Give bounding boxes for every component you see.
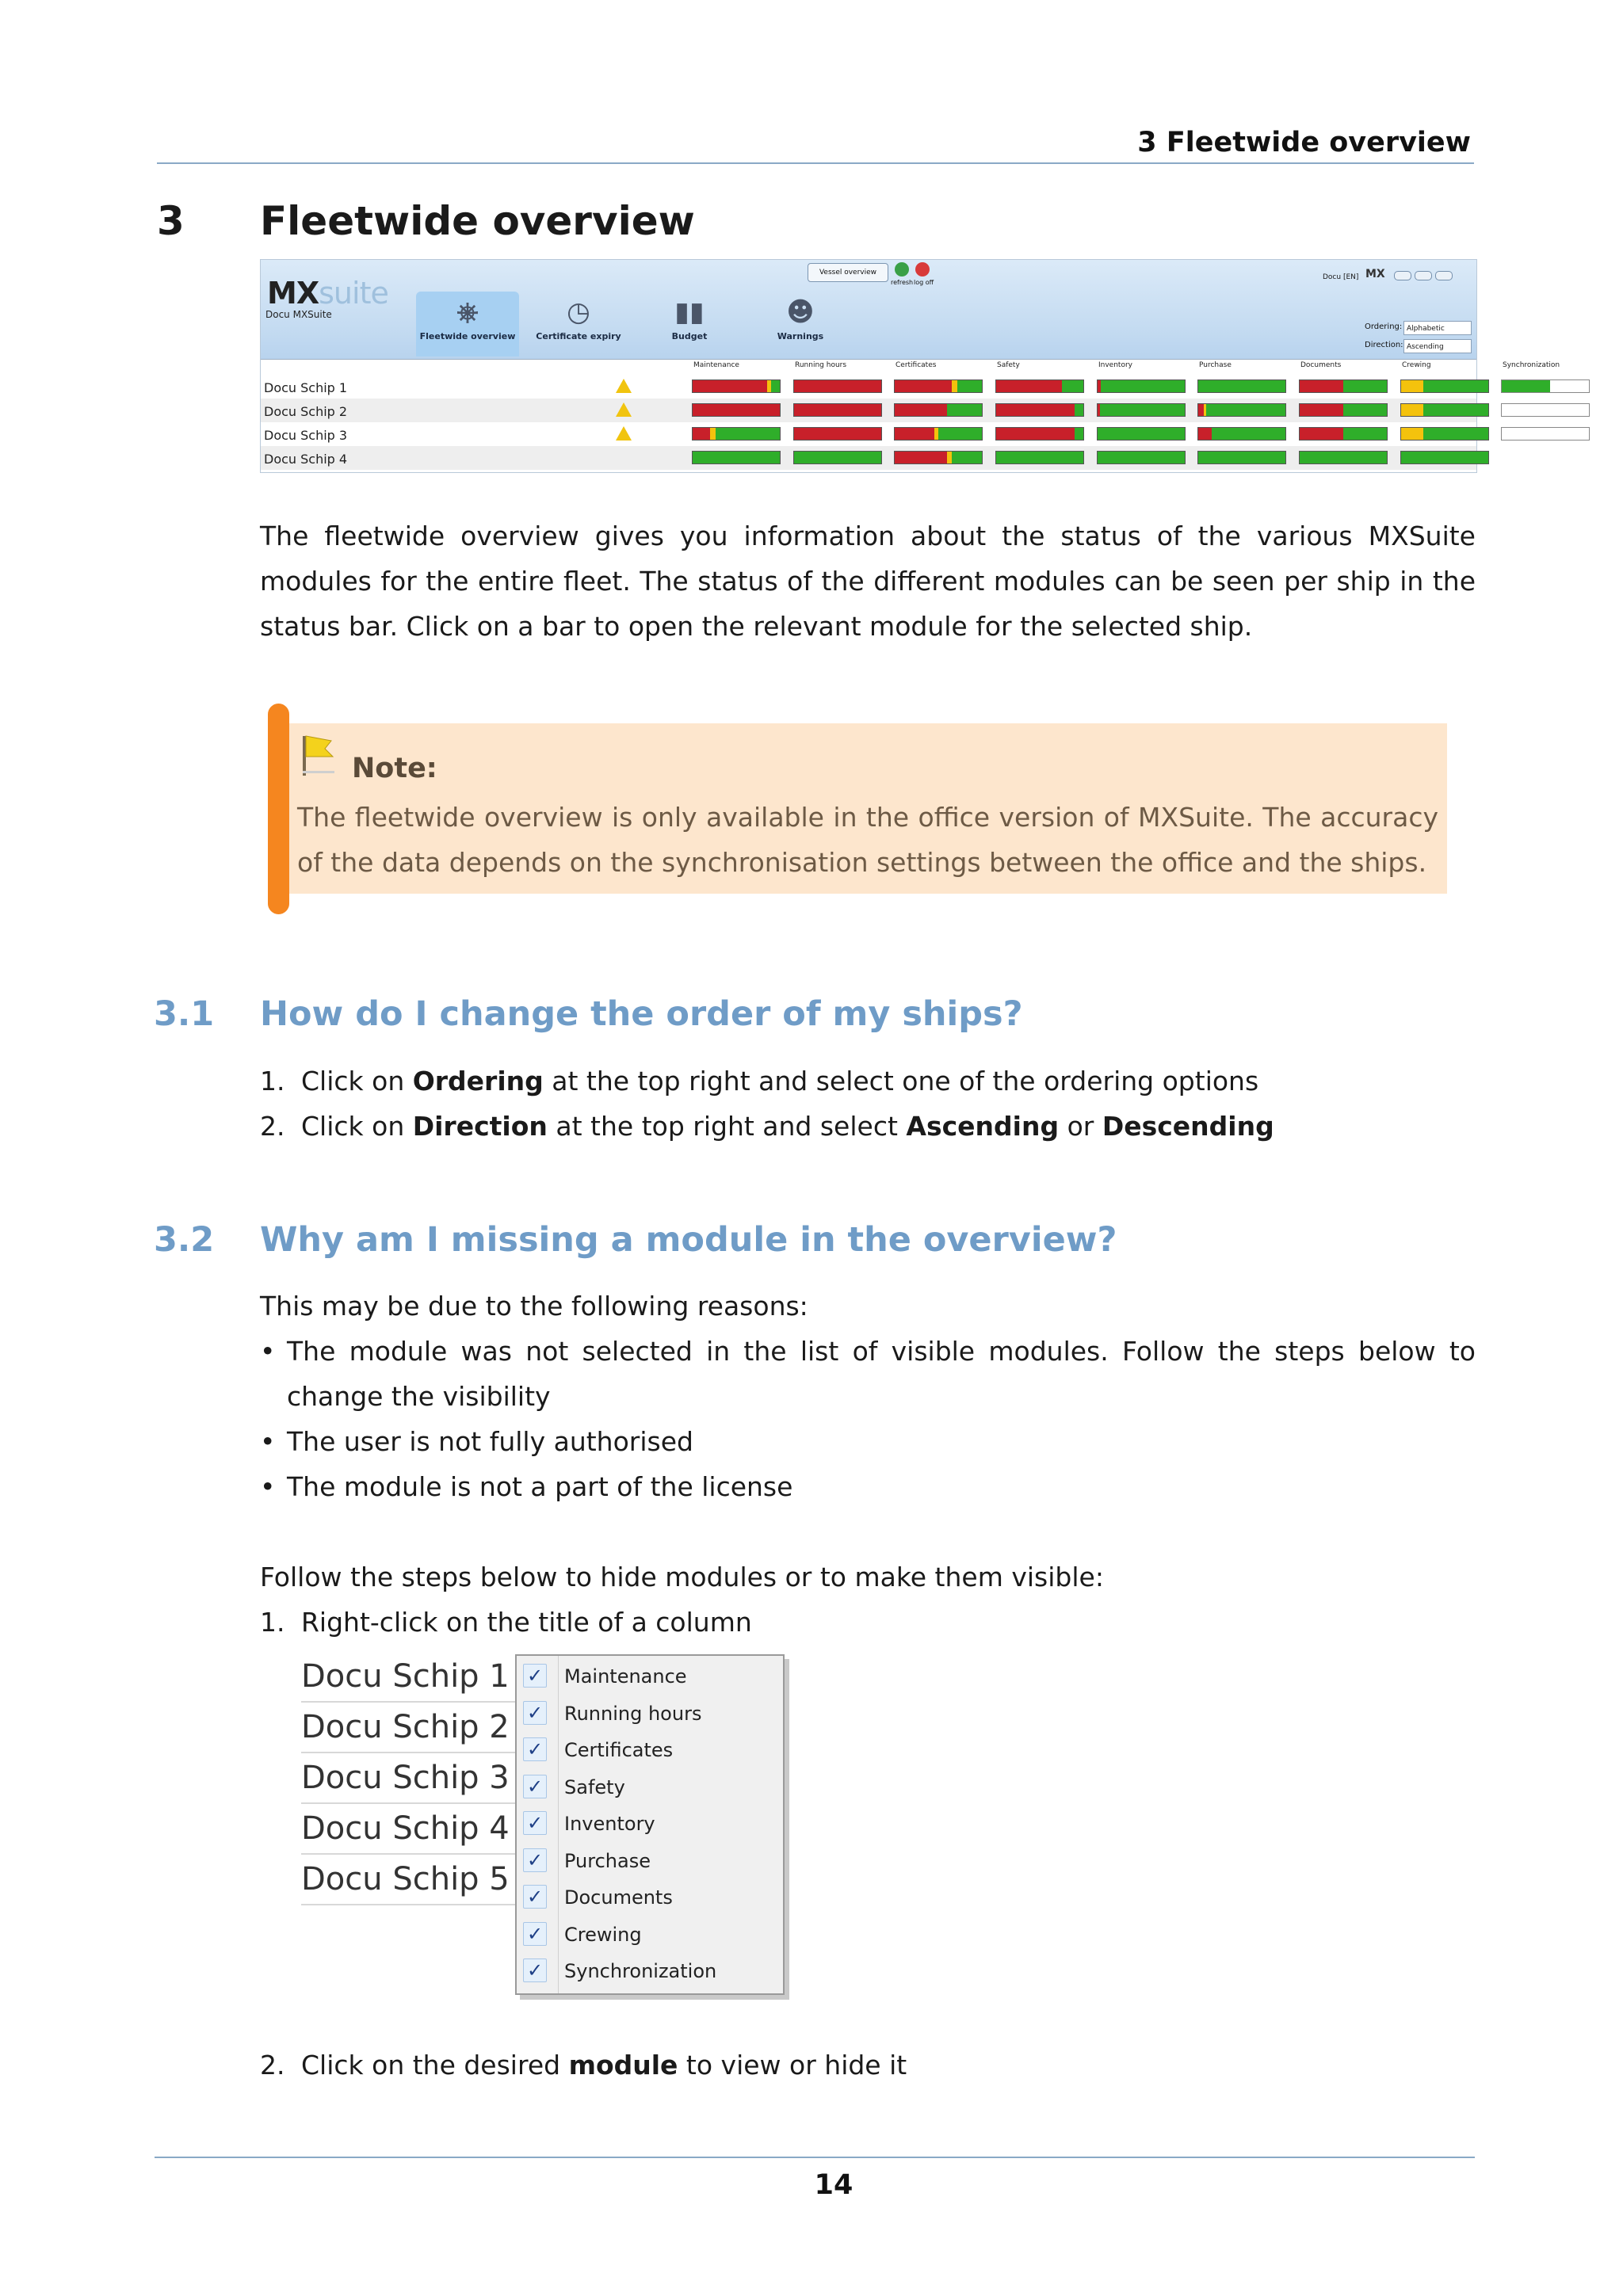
status-segment-red xyxy=(794,428,881,440)
refresh-label: refresh xyxy=(891,279,914,286)
status-segment-green xyxy=(1101,380,1185,392)
status-bar[interactable] xyxy=(793,451,882,464)
list-bold: Ordering xyxy=(412,1066,544,1097)
logo-suite: suite xyxy=(319,276,388,311)
checkmark-icon: ✓ xyxy=(523,1701,547,1725)
status-bar[interactable] xyxy=(1097,427,1186,441)
column-header[interactable]: Inventory xyxy=(1098,361,1132,369)
status-bar[interactable] xyxy=(1097,403,1186,417)
ship-list-item[interactable]: Docu Schip 3 xyxy=(301,1753,515,1804)
status-segment-red xyxy=(996,428,1075,440)
status-segment-green xyxy=(1062,380,1084,392)
ordering-select[interactable]: Alphabetic xyxy=(1403,321,1472,335)
context-menu xyxy=(515,1654,785,1995)
checkmark-icon: ✓ xyxy=(523,1775,547,1798)
ship-list-item[interactable]: Docu Schip 4 xyxy=(301,1804,515,1855)
menu-item[interactable] xyxy=(517,1844,783,1880)
running-header: 3 Fleetwide overview xyxy=(1137,127,1471,158)
ship-list-item[interactable]: Docu Schip 1 xyxy=(301,1652,515,1703)
list-text: Click on xyxy=(301,1111,413,1142)
list-item xyxy=(260,1104,1274,1149)
checkmark-icon: ✓ xyxy=(523,1664,547,1688)
sync-progress-bar[interactable] xyxy=(1501,379,1590,393)
status-segment-red xyxy=(1300,428,1343,440)
tab-warnings[interactable] xyxy=(749,292,852,357)
lead-text: This may be due to the following reasons: xyxy=(260,1291,808,1322)
status-segment-red xyxy=(1300,380,1343,392)
status-segment-red xyxy=(1198,428,1212,440)
status-bar[interactable] xyxy=(1197,403,1286,417)
tab-certificate-expiry[interactable] xyxy=(527,292,630,357)
column-header[interactable]: Crewing xyxy=(1402,361,1431,369)
checkmark-icon: ✓ xyxy=(523,1885,547,1909)
status-segment-yellow xyxy=(1401,404,1423,416)
header-rule xyxy=(157,162,1474,164)
status-bar[interactable] xyxy=(1400,379,1489,393)
tab-budget[interactable] xyxy=(638,292,741,357)
status-segment-red xyxy=(895,428,934,440)
status-segment-red xyxy=(794,380,881,392)
status-segment-red xyxy=(1300,404,1343,416)
status-bar[interactable] xyxy=(793,403,882,417)
status-segment-red xyxy=(693,380,767,392)
menu-item[interactable] xyxy=(517,1696,783,1733)
status-bar[interactable] xyxy=(995,451,1084,464)
sync-progress-fill xyxy=(1502,380,1550,392)
status-bar[interactable] xyxy=(692,427,781,441)
list-bold: Descending xyxy=(1102,1111,1274,1142)
column-header[interactable]: Synchronization xyxy=(1503,361,1560,369)
status-segment-green xyxy=(952,452,983,463)
bullet-item xyxy=(260,1329,1476,1419)
list-number: 2. xyxy=(260,1111,285,1142)
column-header[interactable]: Maintenance xyxy=(693,361,739,369)
logo-subtitle: Docu MXSuite xyxy=(265,309,332,320)
status-segment-red xyxy=(895,380,952,392)
column-header[interactable]: Documents xyxy=(1300,361,1342,369)
tab-label: Fleetwide overview xyxy=(419,331,516,341)
list-text: Right-click on the title of a column xyxy=(301,1607,752,1638)
checkmark-icon: ✓ xyxy=(523,1811,547,1835)
sync-progress-bar[interactable] xyxy=(1501,403,1590,417)
status-segment-yellow xyxy=(1401,380,1423,392)
ship-row[interactable] xyxy=(261,399,1476,422)
section-title: Why am I missing a module in the overview? xyxy=(260,1220,1117,1260)
list-text: Click on xyxy=(301,1066,413,1097)
ordering-label: Ordering: xyxy=(1365,322,1403,331)
note-text: The fleetwide overview is only available in the office version of MXSuite. The accuracy of the data depends on the synchronisation settings between the office and the ships. xyxy=(297,802,1438,878)
status-segment-green xyxy=(938,428,982,440)
refresh-icon[interactable] xyxy=(895,262,909,277)
status-segment-green xyxy=(1198,452,1285,463)
menu-item-label: Inventory xyxy=(564,1813,655,1835)
status-bar[interactable] xyxy=(1299,451,1388,464)
status-segment-green xyxy=(771,380,780,392)
status-segment-green xyxy=(1300,452,1387,463)
list-text: or xyxy=(1059,1111,1102,1142)
list-bold: Direction xyxy=(412,1111,548,1142)
vessel-overview-button[interactable]: Vessel overview xyxy=(808,263,888,282)
checkmark-icon: ✓ xyxy=(523,1922,547,1946)
app-toolbar xyxy=(261,260,1476,359)
list-item xyxy=(260,1058,1258,1104)
status-segment-green xyxy=(693,452,780,463)
tab-label: Certificate expiry xyxy=(536,331,621,341)
status-segment-green xyxy=(1401,452,1488,463)
status-segment-yellow xyxy=(1401,428,1423,440)
status-segment-yellow xyxy=(952,380,958,392)
menu-item[interactable] xyxy=(517,1733,783,1769)
status-bar[interactable] xyxy=(1197,427,1286,441)
status-segment-green xyxy=(1098,428,1185,440)
menu-item[interactable] xyxy=(517,1659,783,1695)
status-segment-green xyxy=(1206,404,1285,416)
footer-rule xyxy=(155,2157,1475,2158)
sync-progress-bar[interactable] xyxy=(1501,427,1590,441)
status-bar[interactable] xyxy=(1299,403,1388,417)
status-segment-green xyxy=(1098,452,1185,463)
status-bar[interactable] xyxy=(995,427,1084,441)
direction-label: Direction: xyxy=(1365,341,1403,349)
ship-row[interactable] xyxy=(261,375,1476,399)
list-text: to view or hide it xyxy=(678,2050,907,2081)
list-text: at the top right and select xyxy=(547,1111,907,1142)
checkmark-icon: ✓ xyxy=(523,1848,547,1872)
status-segment-green xyxy=(1343,380,1387,392)
chapter-number: 3 xyxy=(157,198,185,244)
menu-item[interactable] xyxy=(517,1806,783,1843)
bullet-text: The user is not fully authorised xyxy=(287,1426,693,1457)
status-bar[interactable] xyxy=(1197,379,1286,393)
bullet-dot: • xyxy=(260,1471,276,1502)
mxsuite-logo xyxy=(267,276,388,311)
bullet-dot: • xyxy=(260,1426,276,1457)
direction-select[interactable]: Ascending xyxy=(1403,339,1472,353)
log-off-label: log off xyxy=(914,279,934,286)
ship-name: Docu Schip 4 xyxy=(264,452,348,467)
small-logo-icon: MX xyxy=(1365,268,1385,280)
warning-icon xyxy=(616,402,632,417)
menu-item-label: Running hours xyxy=(564,1702,702,1725)
menu-item-label: Documents xyxy=(564,1886,673,1909)
status-bar[interactable] xyxy=(894,403,983,417)
ship-wheel-icon: ⎈ xyxy=(456,296,479,328)
status-segment-green xyxy=(1100,404,1185,416)
status-segment-green xyxy=(1423,428,1489,440)
bullet-text: The module was not selected in the list of visible modules. Follow the steps below to change the visibility xyxy=(287,1336,1476,1412)
status-bar[interactable] xyxy=(1097,451,1186,464)
status-segment-red xyxy=(693,428,710,440)
list-item xyxy=(260,2042,907,2088)
bullet-text: The module is not a part of the license xyxy=(287,1471,793,1502)
status-segment-green xyxy=(1212,428,1286,440)
status-bar[interactable] xyxy=(1299,427,1388,441)
fleetwide-overview-screenshot xyxy=(260,259,1560,473)
bullet-dot: • xyxy=(260,1336,276,1367)
ship-list-item[interactable]: Docu Schip 2 xyxy=(301,1703,515,1753)
status-segment-green xyxy=(1423,404,1489,416)
note-title: Note: xyxy=(352,753,437,784)
tab-label: Warnings xyxy=(777,331,824,341)
status-bar[interactable] xyxy=(692,451,781,464)
menu-item-label: Certificates xyxy=(564,1739,674,1761)
list-bold: module xyxy=(568,2050,678,2081)
status-segment-red xyxy=(895,404,947,416)
ship-name: Docu Schip 2 xyxy=(264,404,348,419)
menu-item-label: Synchronization xyxy=(564,1960,717,1982)
close-icon[interactable] xyxy=(1435,271,1453,280)
status-segment-red xyxy=(1198,404,1204,416)
status-segment-green xyxy=(1198,380,1285,392)
status-bar[interactable] xyxy=(995,379,1084,393)
section-number: 3.1 xyxy=(154,994,215,1034)
status-segment-red xyxy=(794,404,881,416)
section-number: 3.2 xyxy=(154,1220,215,1260)
warning-icon xyxy=(616,426,632,441)
status-segment-red xyxy=(996,380,1062,392)
status-segment-red xyxy=(693,404,780,416)
menu-item[interactable] xyxy=(517,1880,783,1917)
status-segment-green xyxy=(996,452,1083,463)
section-title: How do I change the order of my ships? xyxy=(260,994,1023,1034)
bullet-item xyxy=(260,1419,1476,1464)
list-bold: Ascending xyxy=(906,1111,1060,1142)
list-text: at the top right and select one of the ordering options xyxy=(543,1066,1259,1097)
status-segment-green xyxy=(947,404,982,416)
status-segment-green xyxy=(716,428,780,440)
status-bar[interactable] xyxy=(793,427,882,441)
status-bar[interactable] xyxy=(692,403,781,417)
ship-row[interactable] xyxy=(261,422,1476,446)
menu-item[interactable] xyxy=(517,1770,783,1806)
page-number: 14 xyxy=(814,2169,854,2201)
column-header[interactable]: Safety xyxy=(997,361,1020,369)
status-bar[interactable] xyxy=(1400,451,1489,464)
logo-main: MX xyxy=(267,276,319,311)
status-bar[interactable] xyxy=(1400,427,1489,441)
list-item xyxy=(260,1600,752,1645)
ship-name: Docu Schip 1 xyxy=(264,380,348,395)
flag-icon xyxy=(301,733,338,777)
status-bar[interactable] xyxy=(692,379,781,393)
menu-item[interactable] xyxy=(517,1917,783,1954)
list-text: Click on the desired xyxy=(301,2050,569,2081)
log-off-icon[interactable] xyxy=(915,262,930,277)
person-warning-icon: ☻ xyxy=(786,296,815,328)
status-segment-green xyxy=(1075,428,1083,440)
status-segment-green xyxy=(1343,404,1387,416)
menu-item-label: Crewing xyxy=(564,1923,642,1946)
checkmark-icon: ✓ xyxy=(523,1737,547,1761)
bar-chart-icon: ▮▮ xyxy=(674,296,705,328)
list-number: 1. xyxy=(260,1607,285,1638)
menu-item-label: Purchase xyxy=(564,1849,651,1872)
status-segment-green xyxy=(1343,428,1387,440)
intro-paragraph: The fleetwide overview gives you information about the status of the various MXSuite modules for the entire fleet. The status of the different modules can be seen per ship in the status bar. Click on a bar to open the relevant module for the selected ship. xyxy=(260,521,1476,642)
status-segment-red xyxy=(996,404,1075,416)
list-number: 2. xyxy=(260,2050,285,2081)
note-accent-bar xyxy=(268,704,289,914)
status-bar[interactable] xyxy=(894,451,983,464)
minimize-icon[interactable] xyxy=(1394,271,1411,280)
status-segment-green xyxy=(957,380,982,392)
status-segment-green xyxy=(1075,404,1083,416)
certificate-clock-icon: ◷ xyxy=(567,296,590,328)
menu-item-label: Safety xyxy=(564,1775,625,1798)
status-bar[interactable] xyxy=(894,379,983,393)
chapter-title: Fleetwide overview xyxy=(260,198,695,244)
status-bar[interactable] xyxy=(1097,379,1186,393)
ship-name: Docu Schip 3 xyxy=(264,428,348,443)
list-number: 1. xyxy=(260,1066,285,1097)
user-label: Docu [EN] xyxy=(1323,273,1359,281)
status-bar[interactable] xyxy=(995,403,1084,417)
status-segment-green xyxy=(1423,380,1489,392)
status-segment-yellow xyxy=(710,428,716,440)
status-bar[interactable] xyxy=(1400,403,1489,417)
ship-row[interactable] xyxy=(261,446,1476,470)
status-segment-red xyxy=(895,452,947,463)
status-bar[interactable] xyxy=(793,379,882,393)
tab-label: Budget xyxy=(671,331,708,341)
warning-icon xyxy=(616,379,632,393)
checkmark-icon: ✓ xyxy=(523,1958,547,1982)
bullet-item xyxy=(260,1464,1476,1509)
tab-fleetwide-overview[interactable] xyxy=(416,292,519,357)
ship-list-item[interactable]: Docu Schip 5 xyxy=(301,1855,515,1905)
status-segment-green xyxy=(794,452,881,463)
menu-item-label: Maintenance xyxy=(564,1665,687,1688)
follow-text: Follow the steps below to hide modules or to make them visible: xyxy=(260,1562,1104,1592)
status-bar[interactable] xyxy=(1197,451,1286,464)
status-bar[interactable] xyxy=(894,427,983,441)
column-header[interactable]: Certificates xyxy=(896,361,937,369)
grid-header-rule xyxy=(261,359,1476,360)
column-menu-screenshot xyxy=(301,1652,789,2000)
maximize-icon[interactable] xyxy=(1415,271,1432,280)
status-bar[interactable] xyxy=(1299,379,1388,393)
column-header[interactable]: Running hours xyxy=(795,361,847,369)
menu-item[interactable] xyxy=(517,1954,783,1990)
column-header[interactable]: Purchase xyxy=(1199,361,1232,369)
